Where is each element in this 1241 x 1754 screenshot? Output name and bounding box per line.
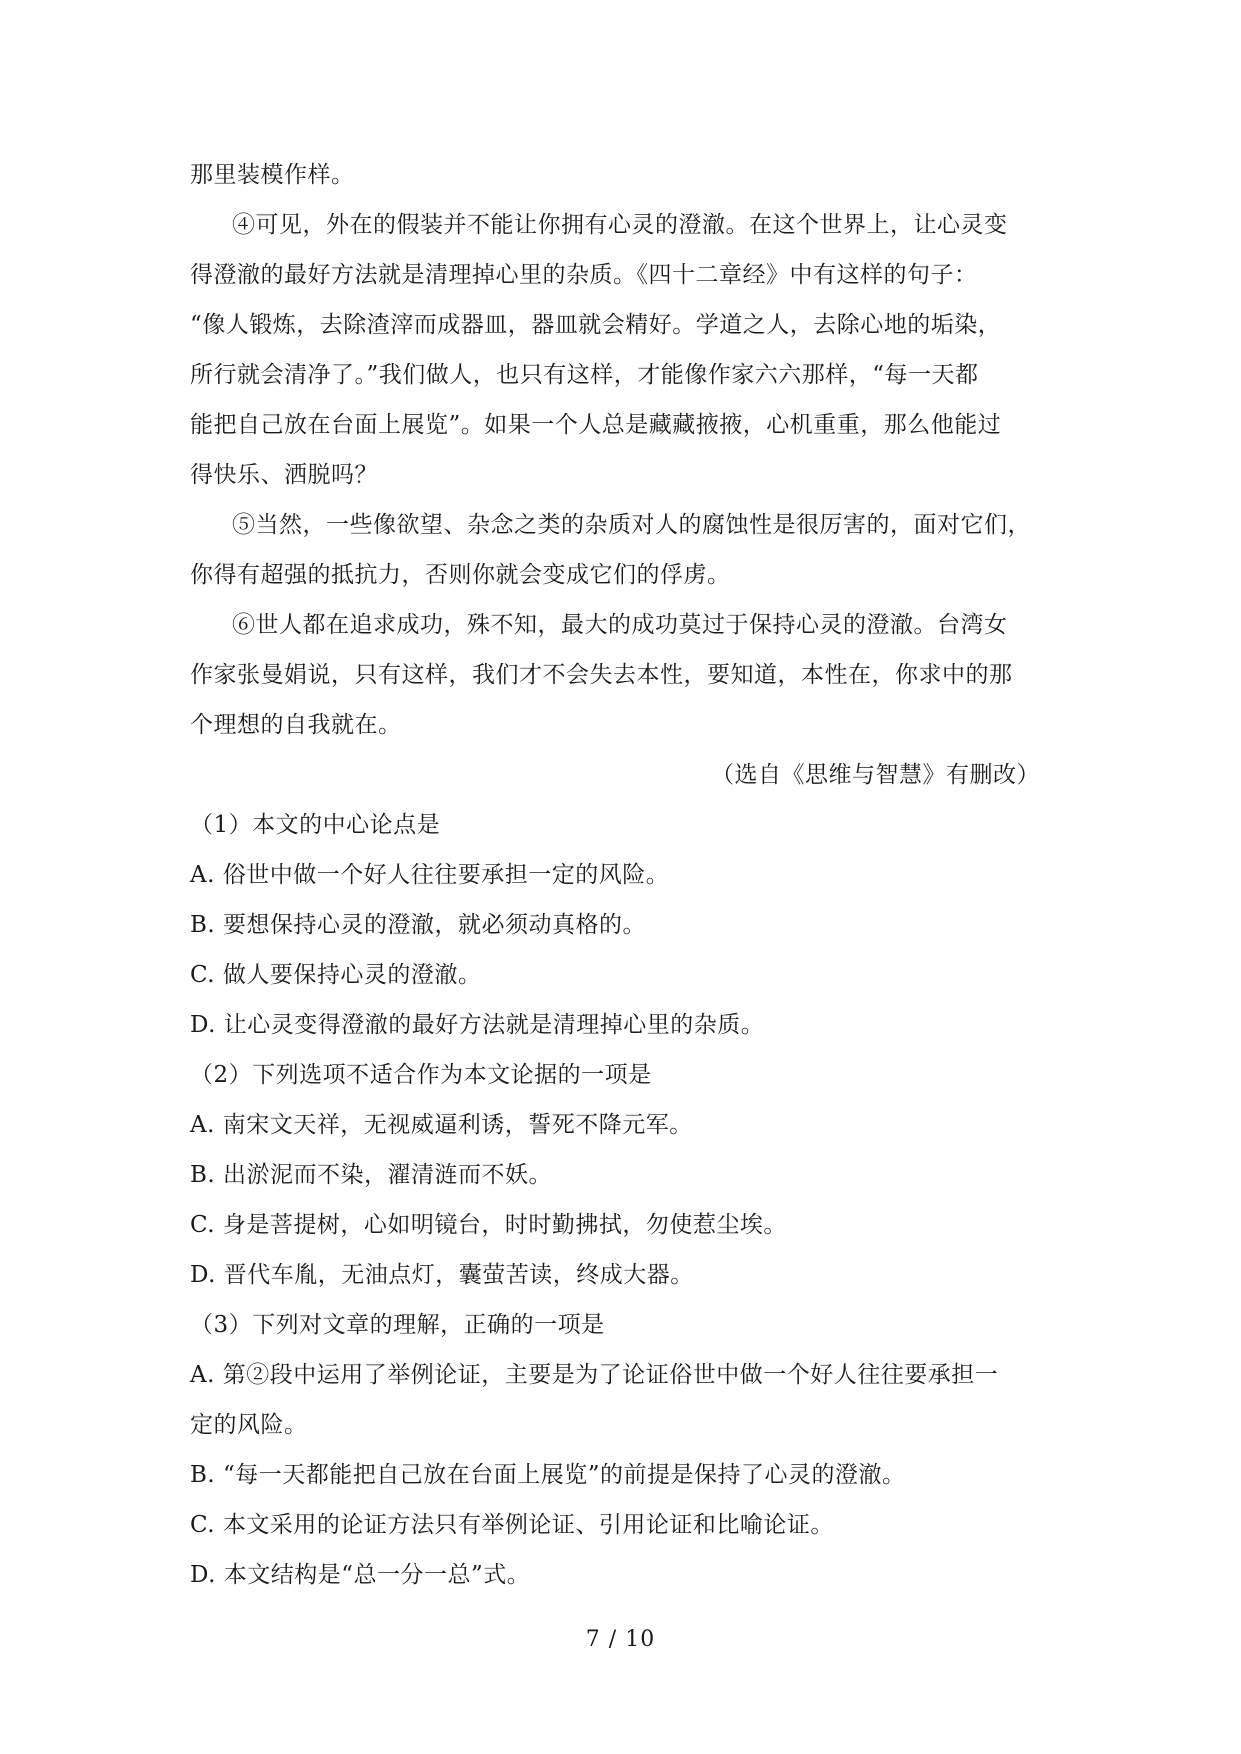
question-title: （1）本文的中心论点是: [190, 812, 441, 838]
option-c: C. 身是菩提树，心如明镜台，时时勤拂拭，勿使惹尘埃。: [190, 1212, 787, 1238]
option-a: A. 俗世中做一个好人往往要承担一定的风险。: [190, 862, 670, 888]
option-a: A. 南宋文天祥，无视威逼利诱，誓死不降元军。: [190, 1112, 693, 1138]
question-1: [190, 800, 1050, 1050]
paragraph-6-line: 个理想的自我就在。: [190, 712, 402, 738]
paragraph-6-line: 作家张曼娟说，只有这样，我们才不会失去本性，要知道，本性在，你求中的那: [190, 662, 1013, 688]
paragraph-4-line: “像人锻炼，去除渣滓而成器皿，器皿就会精好。学道之人，去除心地的垢染，: [190, 312, 1002, 338]
paragraph-4-line: 能把自己放在台面上展览”。如果一个人总是藏藏掖掖，心机重重，那么他能过: [190, 412, 1002, 438]
question-title: （3）下列对文章的理解，正确的一项是: [190, 1312, 605, 1338]
option-b: B. 出淤泥而不染，濯清涟而不妖。: [190, 1162, 553, 1188]
paragraph-5-line: ⑤当然，一些像欲望、杂念之类的杂质对人的腐蚀性是很厉害的，面对它们，: [232, 512, 1031, 538]
paragraph-4-line: 得澄澈的最好方法就是清理掉心里的杂质。《四十二章经》中有这样的句子：: [190, 262, 978, 288]
option-d: D. 本文结构是“总一分一总”式。: [190, 1562, 531, 1588]
option-c: C. 做人要保持心灵的澄澈。: [190, 962, 482, 988]
question-title: （2）下列选项不适合作为本文论据的一项是: [190, 1062, 652, 1088]
option-d: D. 晋代车胤，无油点灯，囊萤苦读，终成大器。: [190, 1262, 694, 1288]
question-2: [190, 1050, 1050, 1300]
passage: [190, 150, 1050, 800]
option-a-continued: 定的风险。: [190, 1412, 308, 1438]
passage-source: （选自《思维与智慧》有删改）: [711, 762, 1040, 788]
option-a: A. 第②段中运用了举例论证，主要是为了论证俗世中做一个好人往往要承担一: [190, 1362, 999, 1388]
option-b: B. 要想保持心灵的澄澈，就必须动真格的。: [190, 912, 647, 938]
question-3: [190, 1300, 1050, 1600]
page-number: 7 / 10: [585, 1627, 656, 1652]
option-d: D. 让心灵变得澄澈的最好方法就是清理掉心里的杂质。: [190, 1012, 765, 1038]
paragraph-4-line: 所行就会清净了。”我们做人，也只有这样，才能像作家六六那样，“每一天都: [190, 362, 979, 388]
paragraph-5-line: 你得有超强的抵抗力，否则你就会变成它们的俘虏。: [190, 562, 731, 588]
passage-line: 那里装模作样。: [190, 162, 355, 188]
paragraph-6-line: ⑥世人都在追求成功，殊不知，最大的成功莫过于保持心灵的澄澈。台湾女: [232, 612, 1008, 638]
document-body: [190, 150, 1050, 1600]
option-b: B. “每一天都能把自己放在台面上展览”的前提是保持了心灵的澄澈。: [190, 1462, 906, 1488]
paragraph-4-line: ④可见，外在的假装并不能让你拥有心灵的澄澈。在这个世界上，让心灵变: [232, 212, 1008, 238]
paragraph-4-line: 得快乐、洒脱吗？: [190, 462, 378, 488]
option-c: C. 本文采用的论证方法只有举例论证、引用论证和比喻论证。: [190, 1512, 834, 1538]
